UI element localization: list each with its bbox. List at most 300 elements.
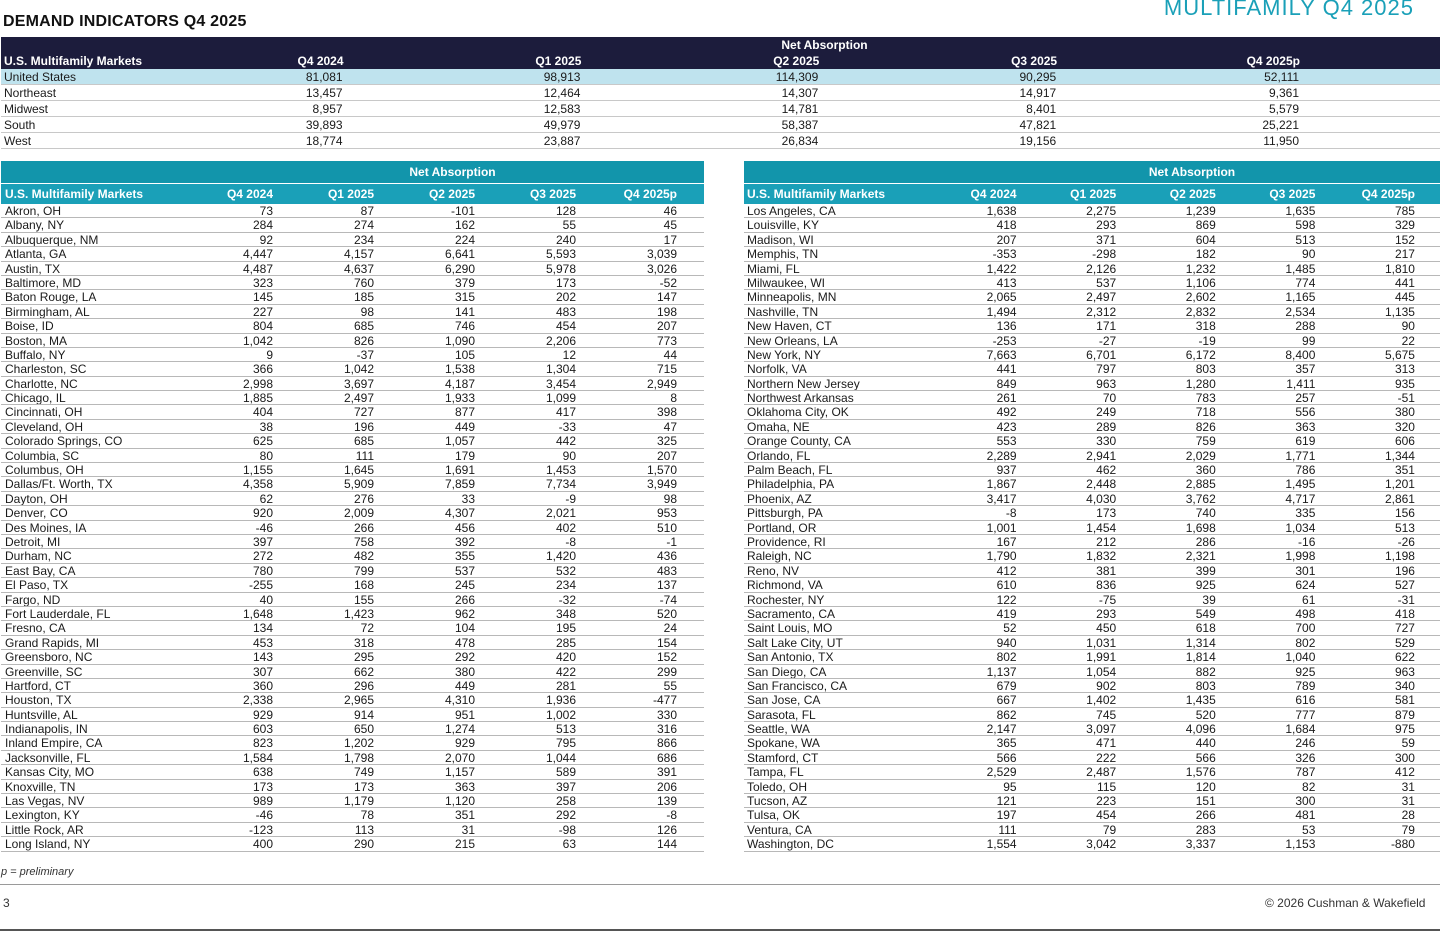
table-row <box>744 247 1440 261</box>
table-row <box>744 693 1440 707</box>
value-cell: 513 <box>555 722 576 737</box>
value-cell: 3,097 <box>1086 722 1117 737</box>
table-row <box>1 621 704 635</box>
value-cell: 318 <box>1195 319 1216 334</box>
table-row <box>1 794 704 808</box>
table-row <box>1 305 704 319</box>
value-cell: 357 <box>1295 362 1316 377</box>
value-cell: -33 <box>558 419 576 434</box>
value-cell: 266 <box>454 592 475 607</box>
value-cell: 1,422 <box>986 261 1017 276</box>
value-cell: 6,641 <box>444 247 475 262</box>
value-cell: 79 <box>1102 822 1117 837</box>
value-cell: 715 <box>656 362 677 377</box>
value-cell: -37 <box>356 347 374 362</box>
value-cell: 1,638 <box>986 204 1017 218</box>
value-cell: 355 <box>454 549 475 564</box>
value-cell: 549 <box>1195 606 1216 621</box>
table-row <box>744 319 1440 333</box>
value-cell: 418 <box>1394 606 1415 621</box>
value-cell: 989 <box>252 794 273 809</box>
value-cell: 78 <box>360 808 374 823</box>
table-row <box>1 247 704 261</box>
value-cell: -101 <box>450 204 475 218</box>
value-cell: 105 <box>454 347 475 362</box>
value-cell: -477 <box>652 693 677 708</box>
value-cell: 453 <box>252 635 273 650</box>
market-name-cell: Jacksonville, FL <box>5 750 91 765</box>
column-header: U.S. Multifamily Markets <box>4 54 143 68</box>
market-name-cell: Houston, TX <box>5 693 72 707</box>
value-cell: 962 <box>454 606 475 621</box>
value-cell: 90 <box>562 448 576 463</box>
value-cell: 566 <box>996 750 1017 765</box>
market-name-cell: Fargo, ND <box>5 592 61 606</box>
table-row <box>1 679 704 693</box>
value-cell: 44 <box>663 347 677 362</box>
value-cell: 95 <box>1003 779 1017 794</box>
value-cell: 12,464 <box>543 86 581 100</box>
market-name-cell: Tucson, AZ <box>747 794 808 808</box>
value-cell: 1,106 <box>1185 275 1216 290</box>
market-name-cell: New Orleans, LA <box>747 333 838 347</box>
value-cell: 442 <box>555 434 576 449</box>
value-cell: 624 <box>1295 578 1316 593</box>
value-cell: 52,111 <box>1264 70 1300 84</box>
value-cell: 121 <box>996 794 1017 809</box>
value-cell: 929 <box>252 707 273 722</box>
value-cell: 445 <box>1394 290 1415 305</box>
value-cell: 6,172 <box>1185 347 1216 362</box>
value-cell: 498 <box>1295 606 1316 621</box>
value-cell: 1,137 <box>986 664 1017 679</box>
market-name-cell: Reno, NV <box>747 563 800 578</box>
value-cell: 12 <box>562 347 576 362</box>
value-cell: 167 <box>996 534 1017 549</box>
table-row <box>1 578 704 592</box>
value-cell: 290 <box>353 837 374 852</box>
market-name-cell: Dayton, OH <box>5 491 68 506</box>
table-row <box>744 794 1440 808</box>
value-cell: 2,497 <box>343 391 374 406</box>
value-cell: 351 <box>1394 463 1415 478</box>
value-cell: 168 <box>353 578 374 593</box>
table-row <box>744 506 1440 520</box>
value-cell: 3,697 <box>343 376 374 391</box>
value-cell: 307 <box>252 664 273 679</box>
value-cell: 4,030 <box>1086 491 1117 506</box>
value-cell: 4,637 <box>343 261 374 276</box>
value-cell: 422 <box>555 664 576 679</box>
table-row <box>744 708 1440 722</box>
value-cell: 1,274 <box>444 722 475 737</box>
table-row <box>744 262 1440 276</box>
value-cell: 866 <box>656 736 677 751</box>
table-row <box>744 593 1440 607</box>
column-header: Q2 2025 <box>773 54 820 68</box>
value-cell: 258 <box>555 794 576 809</box>
value-cell: 1,239 <box>1185 204 1216 218</box>
value-cell: 206 <box>656 779 677 794</box>
value-cell: 289 <box>1096 419 1117 434</box>
market-name-cell: Philadelphia, PA <box>747 477 835 491</box>
value-cell: 113 <box>354 822 374 837</box>
market-name-cell: Boise, ID <box>5 319 54 333</box>
market-name-cell: Grand Rapids, MI <box>5 635 100 650</box>
market-name-cell: Providence, RI <box>747 534 826 549</box>
value-cell: -98 <box>558 822 576 837</box>
table-row <box>1 405 704 419</box>
value-cell: 288 <box>1295 319 1316 334</box>
value-cell: 283 <box>1195 822 1216 837</box>
column-header: Q4 2025p <box>1361 187 1415 201</box>
market-name-cell: United States <box>4 70 77 84</box>
value-cell: 293 <box>1096 218 1117 233</box>
value-cell: 227 <box>252 304 273 319</box>
table-row <box>1 780 704 794</box>
value-cell: 1,155 <box>242 463 273 478</box>
market-name-cell: Orlando, FL <box>747 448 811 463</box>
value-cell: 685 <box>353 319 374 334</box>
value-cell: 963 <box>1096 376 1117 391</box>
table-row <box>744 204 1440 218</box>
market-name-cell: Miami, FL <box>747 261 800 275</box>
value-cell: 6,701 <box>1086 347 1117 362</box>
value-cell: 610 <box>996 578 1017 593</box>
value-cell: 510 <box>656 520 677 535</box>
value-cell: -8 <box>666 808 677 823</box>
value-cell: 340 <box>1394 678 1415 693</box>
value-cell: 380 <box>454 664 475 679</box>
value-cell: 90,295 <box>1019 70 1057 84</box>
value-cell: 120 <box>1195 779 1216 794</box>
table-row <box>1 133 1440 149</box>
market-name-cell: Sarasota, FL <box>747 707 816 722</box>
value-cell: 616 <box>1295 693 1316 708</box>
value-cell: 12,583 <box>543 102 581 116</box>
value-cell: 173 <box>1096 506 1117 521</box>
value-cell: 9,361 <box>1269 86 1300 100</box>
markets-table-left <box>1 161 704 852</box>
value-cell: 1,040 <box>1285 650 1316 665</box>
table-row <box>1 101 1440 117</box>
value-cell: 5,675 <box>1384 347 1415 362</box>
value-cell: 823 <box>252 736 273 751</box>
value-cell: 7,734 <box>545 477 576 492</box>
value-cell: 483 <box>555 304 576 319</box>
value-cell: 700 <box>1295 621 1316 636</box>
value-cell: 179 <box>454 448 475 463</box>
market-name-cell: Midwest <box>4 102 49 116</box>
table-row <box>1 117 1440 133</box>
value-cell: 1,165 <box>1285 290 1316 305</box>
table-row <box>1 837 704 851</box>
table-row <box>744 650 1440 664</box>
value-cell: 3,042 <box>1086 837 1117 852</box>
value-cell: 826 <box>353 333 374 348</box>
value-cell: 207 <box>656 319 677 334</box>
footer-divider <box>0 884 1440 885</box>
value-cell: 2,602 <box>1185 290 1216 305</box>
value-cell: 366 <box>252 362 273 377</box>
table-row <box>744 218 1440 232</box>
value-cell: 529 <box>1394 635 1415 650</box>
value-cell: 1,120 <box>444 794 475 809</box>
value-cell: 313 <box>1394 362 1415 377</box>
value-cell: 902 <box>1096 678 1117 693</box>
value-cell: 212 <box>1096 534 1117 549</box>
market-name-cell: Huntsville, AL <box>5 707 78 722</box>
value-cell: 412 <box>1394 765 1415 780</box>
value-cell: 1,814 <box>1185 650 1216 665</box>
value-cell: 73 <box>259 204 273 218</box>
value-cell: 412 <box>996 563 1017 578</box>
table-row <box>1 420 704 434</box>
value-cell: 40 <box>259 592 273 607</box>
column-header: Q2 2025 <box>428 187 475 201</box>
value-cell: 606 <box>1394 434 1415 449</box>
table-row <box>744 578 1440 592</box>
value-cell: 98,913 <box>543 70 581 84</box>
value-cell: 925 <box>1295 664 1316 679</box>
value-cell: -26 <box>1397 534 1415 549</box>
table-row <box>744 377 1440 391</box>
value-cell: 749 <box>353 765 374 780</box>
value-cell: 137 <box>656 578 677 593</box>
value-cell: 276 <box>353 491 374 506</box>
value-cell: 2,998 <box>242 376 273 391</box>
value-cell: 380 <box>1394 405 1415 420</box>
footnote: p = preliminary <box>1 866 74 878</box>
market-name-cell: Omaha, NE <box>747 419 810 434</box>
value-cell: 379 <box>454 275 475 290</box>
value-cell: 285 <box>555 635 576 650</box>
table-row <box>1 535 704 549</box>
value-cell: 392 <box>454 534 475 549</box>
value-cell: 151 <box>1195 794 1216 809</box>
market-name-cell: Detroit, MI <box>5 534 61 549</box>
market-name-cell: Cleveland, OH <box>5 419 84 434</box>
market-name-cell: Palm Beach, FL <box>747 463 833 477</box>
value-cell: 797 <box>1096 362 1117 377</box>
value-cell: 1,179 <box>343 794 374 809</box>
table-row <box>744 492 1440 506</box>
value-cell: 1,698 <box>1185 520 1216 535</box>
value-cell: 1,991 <box>1086 650 1117 665</box>
value-cell: 786 <box>1295 463 1316 478</box>
value-cell: 1,798 <box>343 750 374 765</box>
market-name-cell: Northeast <box>4 86 57 100</box>
value-cell: 679 <box>996 678 1017 693</box>
market-name-cell: Hartford, CT <box>5 678 72 693</box>
market-name-cell: Chicago, IL <box>5 391 66 405</box>
table-row <box>1 665 704 679</box>
value-cell: 513 <box>1295 232 1316 247</box>
value-cell: 758 <box>353 534 374 549</box>
value-cell: -46 <box>255 808 273 823</box>
value-cell: 482 <box>353 549 374 564</box>
value-cell: 98 <box>663 491 677 506</box>
market-name-cell: Albany, NY <box>5 218 65 232</box>
value-cell: 292 <box>555 808 576 823</box>
value-cell: 18,774 <box>305 134 343 148</box>
value-cell: 1,771 <box>1285 448 1316 463</box>
value-cell: 481 <box>1295 808 1316 823</box>
value-cell: 419 <box>996 606 1017 621</box>
value-cell: -32 <box>558 592 576 607</box>
value-cell: 5,978 <box>545 261 576 276</box>
value-cell: 182 <box>1195 247 1216 262</box>
table-row <box>744 348 1440 362</box>
market-name-cell: Kansas City, MO <box>5 765 95 779</box>
value-cell: 14,307 <box>781 86 819 100</box>
value-cell: 80 <box>259 448 273 463</box>
copyright: © 2026 Cushman & Wakefield <box>1265 896 1426 910</box>
value-cell: 963 <box>1394 664 1415 679</box>
value-cell: 224 <box>454 232 475 247</box>
value-cell: 299 <box>656 664 677 679</box>
value-cell: 1,867 <box>986 477 1017 492</box>
value-cell: 603 <box>252 722 273 737</box>
value-cell: 462 <box>1096 463 1117 478</box>
value-cell: 638 <box>252 765 273 780</box>
table-row <box>1 607 704 621</box>
table-row <box>1 736 704 750</box>
value-cell: 1,090 <box>444 333 475 348</box>
value-cell: 17 <box>663 232 677 247</box>
value-cell: 4,157 <box>343 247 374 262</box>
left-table-body <box>1 204 704 852</box>
value-cell: 2,126 <box>1086 261 1117 276</box>
table-row <box>1 650 704 664</box>
value-cell: 1,420 <box>545 549 576 564</box>
value-cell: 90 <box>1401 319 1415 334</box>
value-cell: 300 <box>1295 794 1316 809</box>
column-header: Q4 2024 <box>297 54 344 68</box>
market-name-cell: Raleigh, NC <box>747 549 812 563</box>
summary-table <box>1 37 1440 149</box>
bottom-divider <box>0 929 1440 931</box>
value-cell: 2,949 <box>646 376 677 391</box>
table-row <box>1 708 704 722</box>
value-cell: 975 <box>1394 722 1415 737</box>
value-cell: 935 <box>1394 376 1415 391</box>
value-cell: 111 <box>998 822 1017 837</box>
value-cell: 618 <box>1195 621 1216 636</box>
market-name-cell: Richmond, VA <box>747 578 823 592</box>
table-row <box>1 492 704 506</box>
value-cell: 1,998 <box>1285 549 1316 564</box>
value-cell: 440 <box>1195 736 1216 751</box>
value-cell: 795 <box>555 736 576 751</box>
table-row <box>1 463 704 477</box>
value-cell: 249 <box>1096 405 1117 420</box>
value-cell: 173 <box>555 275 576 290</box>
value-cell: -255 <box>248 578 273 593</box>
table-row <box>744 276 1440 290</box>
value-cell: 92 <box>259 232 273 247</box>
value-cell: 4,307 <box>444 506 475 521</box>
value-cell: 13,457 <box>305 86 343 100</box>
value-cell: 240 <box>555 232 576 247</box>
value-cell: 3,454 <box>545 376 576 391</box>
value-cell: 3,417 <box>986 491 1017 506</box>
value-cell: 31 <box>461 822 475 837</box>
value-cell: 3,337 <box>1185 837 1216 852</box>
value-cell: 2,487 <box>1086 765 1117 780</box>
value-cell: 4,358 <box>242 477 273 492</box>
value-cell: 882 <box>1195 664 1216 679</box>
market-name-cell: Ventura, CA <box>747 822 812 837</box>
value-cell: 925 <box>1195 578 1216 593</box>
market-name-cell: Atlanta, GA <box>5 247 67 261</box>
value-cell: 2,338 <box>242 693 273 708</box>
value-cell: 456 <box>454 520 475 535</box>
table-row <box>1 765 704 779</box>
value-cell: 300 <box>1394 750 1415 765</box>
value-cell: 234 <box>353 232 374 247</box>
value-cell: 22 <box>1401 333 1415 348</box>
value-cell: 799 <box>353 563 374 578</box>
value-cell: 1,314 <box>1185 635 1216 650</box>
table-row <box>1 693 704 707</box>
page-title: DEMAND INDICATORS Q4 2025 <box>3 13 247 30</box>
value-cell: 62 <box>259 491 273 506</box>
table-row <box>744 736 1440 750</box>
value-cell: -74 <box>659 592 677 607</box>
value-cell: 223 <box>1096 794 1117 809</box>
market-name-cell: Baltimore, MD <box>5 275 82 290</box>
value-cell: 777 <box>1295 707 1316 722</box>
value-cell: 2,312 <box>1086 304 1117 319</box>
value-cell: 849 <box>996 376 1017 391</box>
table-row <box>744 391 1440 405</box>
value-cell: 454 <box>555 319 576 334</box>
value-cell: 4,487 <box>242 261 273 276</box>
value-cell: 727 <box>1394 621 1415 636</box>
value-cell: 1,495 <box>1285 477 1316 492</box>
value-cell: 685 <box>353 434 374 449</box>
value-cell: 804 <box>252 319 273 334</box>
value-cell: 365 <box>996 736 1017 751</box>
table-row <box>744 463 1440 477</box>
value-cell: 566 <box>1195 750 1216 765</box>
value-cell: 622 <box>1394 650 1415 665</box>
table-row <box>1 362 704 376</box>
column-header: Q4 2025p <box>1246 54 1300 68</box>
value-cell: 625 <box>252 434 273 449</box>
value-cell: 8,400 <box>1285 347 1316 362</box>
value-cell: 363 <box>1295 419 1316 434</box>
value-cell: 360 <box>252 678 273 693</box>
value-cell: 2,885 <box>1185 477 1216 492</box>
right-table-header-row <box>744 183 1440 204</box>
value-cell: 53 <box>1302 822 1316 837</box>
value-cell: 63 <box>562 837 576 852</box>
value-cell: 862 <box>996 707 1017 722</box>
value-cell: 3,949 <box>646 477 677 492</box>
table-row <box>744 405 1440 419</box>
value-cell: 619 <box>1295 434 1316 449</box>
column-header: Q3 2025 <box>529 187 576 201</box>
value-cell: 1,936 <box>545 693 576 708</box>
value-cell: 126 <box>656 822 677 837</box>
value-cell: 197 <box>996 808 1017 823</box>
value-cell: 1,280 <box>1185 376 1216 391</box>
value-cell: 418 <box>996 218 1017 233</box>
value-cell: 2,534 <box>1285 304 1316 319</box>
value-cell: 527 <box>1394 578 1415 593</box>
